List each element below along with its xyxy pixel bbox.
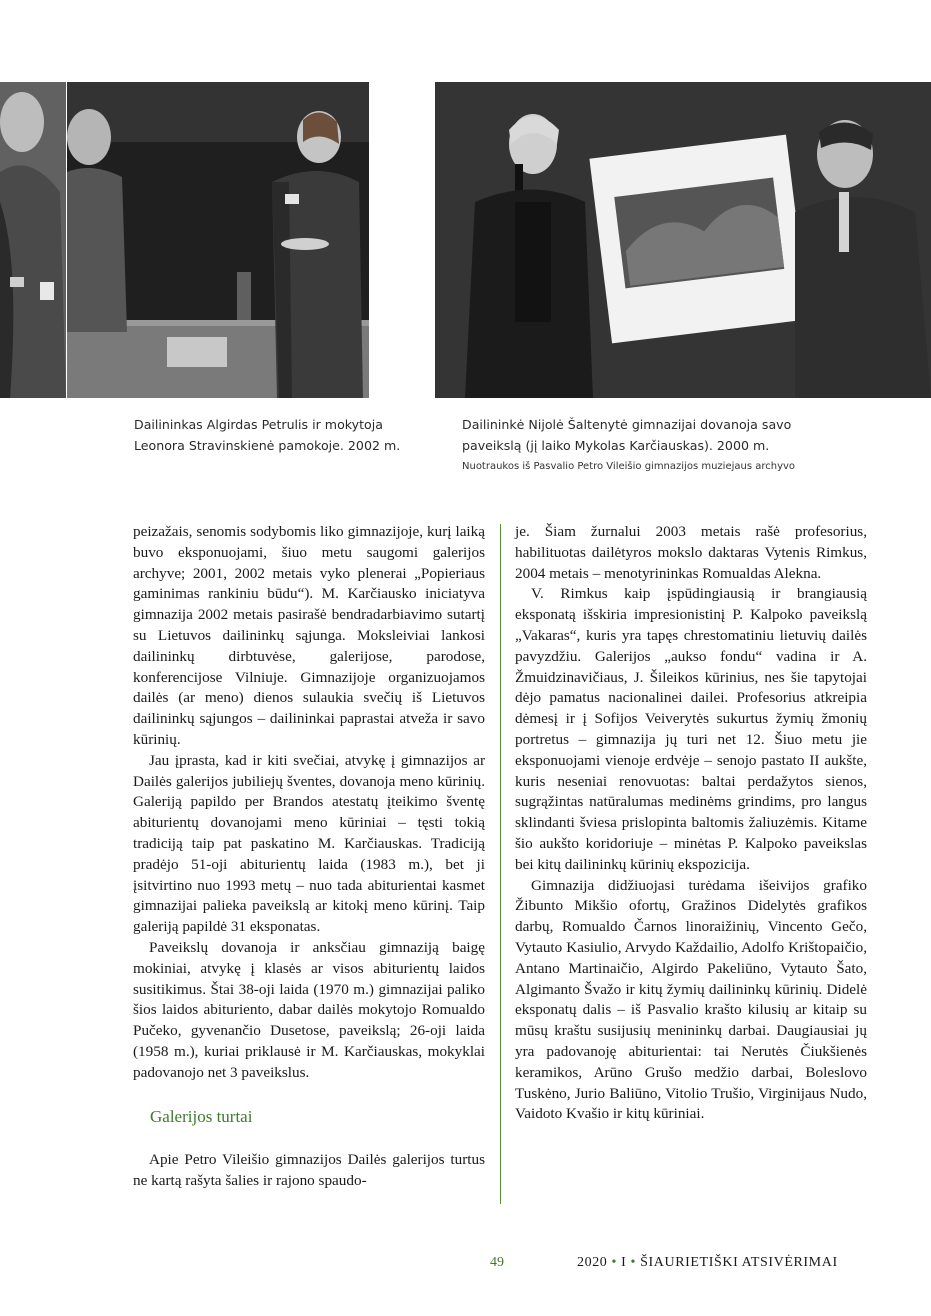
paragraph: je. Šiam žurnalui 2003 metais rašė profesorius, habilituotas dailėtyros mokslo daktaras Vytenis Rimkus, 2004 metais – menotyrininkas Romualdas Alekna. (515, 523, 867, 582)
caption-right (462, 414, 791, 456)
bullet-icon: • (630, 1255, 637, 1270)
paragraph: Apie Petro Vileišio gimnazijos Dailės galerijos turtus ne kartą rašyta šalies ir rajono spaudo- (133, 1151, 485, 1190)
left-column (133, 522, 485, 1192)
bullet-icon: • (611, 1255, 618, 1270)
footer-journal-title: ŠIAURIETIŠKI ATSIVĖRIMAI (640, 1255, 838, 1270)
paragraph: Gimnazija didžiuojasi turėdama išeivijos grafiko Žibunto Mikšio ofortų, Gražinos Didelytės grafikos darbų, Romualdo Čarnos linoraižinių, Vincento Gečo, Vytauto Kasiulio, Arvydo Každailio, Adolfo Krištopaičio, Antano Martinaičio, Algirdo Pakeliūno, Vytauto Šato, Algimanto Švažo ir kitų žymių dailininkų kūrinių. Didelė eksponatų dalis – iš Pasvalio krašto kilusių ar kitaip su mūsų kraštu susijusių menininkų darbai. Daugiausiai jų yra padovanoję abiturientai: tai Nerutės Čiukšienės keramikos, Arūno Grušo medžio darbai, Boleslovo Tuskėno, Jurio Baliūno, Vitolio Trušio, Virginijaus Nudo, Vaidoto Kvašio ir kitų kūriniai. (515, 876, 867, 1123)
caption-right-line-1: Dailininkė Nijolė Šaltenytė gimnazijai dovanoja savo (462, 417, 792, 432)
caption-right-line-2: paveikslą (jį laiko Mykolas Karčiauskas). 2000 m. (462, 438, 770, 453)
photo-credit: Nuotraukos iš Pasvalio Petro Vileišio gimnazijos muziejaus archyvo (462, 461, 796, 472)
right-column (515, 522, 867, 1125)
paragraph: Jau įprasta, kad ir kiti svečiai, atvykę į gimnazijos ar Dailės galerijos jubiliejų šventes, dovanoja meno kūrinių. Galeriją papildo per Brandos atestatų įteikimo šventę abiturientų dovanojami meno kūriniai – tęsti tokią tradiciją taip pat paskatino M. Karčiauskas. Tradiciją pradėjo 51-oji abiturientų laida (1983 m.), bet ji įsitvirtino nuo 1993 metų – nuo tada abiturientai kasmet gimnazijai palieka paveikslą ar kitokį meno kūrinį. Taip galeriją papildė 31 eksponatas. (133, 751, 485, 936)
photo-painting-donation (435, 82, 931, 398)
footer-year: 2020 (577, 1255, 608, 1270)
paragraph: peizažais, senomis sodybomis liko gimnazijoje, kurį laiką buvo eksponuojami, šiuo metu saugomi galerijos archyve; 2001, 2002 metais vyko plenerai „Popieriaus gaminimas rankiniu būdu“). M. Karčiausko iniciatyva gimnazija 2002 metais pasirašė bendradarbiavimo sutartį su Lietuvos dailininkų sąjunga. Moksleiviai lankosi dailininkų dirbtuvėse, galerijose, parodose, konferencijose Vilniuje. Gimnazijoje organizuojamos dailės (ar meno) dienos sulaukia svečių iš Lietuvos dailininkų sąjungos – dailininkai paprastai atveža ir savo kūrinių. (133, 523, 485, 748)
journal-footer (577, 1255, 838, 1271)
paragraph: V. Rimkus kaip įspūdingiausią ir brangiausią eksponatą išskiria impresionistinį P. Kalpoko paveikslą „Vakaras“, kuris yra tapęs chrestomatiniu lietuvių dailės pavyzdžiu. Galerijos „aukso fondu“ vadina ir A. Žmuidzinavičiaus, J. Šileikos kūrinius, nes šie tapytojai dėjo pamatus nacionalinei dailei. Profesorius atkreipia dėmesį ir į Sofijos Veiverytės sukurtus žymių žmonių portretus – gimnazija jų turi net 12. Šiuo metu jie eksponuojami vienoje erdvėje – senojo pastato II aukšte, kuris neseniai renovuotas: baltai perdažytos sienos, sugrąžintas natūralumas medinėms grindims, pro langus sklindanti šviesa prislopinta baltomis žaliuzėmis. Kitame šio aukšto koridoriuje – minėtas P. Kalpoko paveikslas bei kitų dailininkų kūrinių ekspozicija. (515, 585, 867, 873)
caption-left-line-2: Leonora Stravinskienė pamokoje. 2002 m. (134, 438, 401, 453)
caption-left (134, 414, 400, 456)
column-divider (500, 524, 501, 1204)
paragraph: Paveikslų dovanoja ir anksčiau gimnaziją baigę mokiniai, atvykę į klasės ar visos abiturientų laidos susitikimus. Štai 38-oji laida (1970 m.) gimnazijai paliko šios laidos abituriento, dabar dailės mokytojo Romualdo Pučeko, gyvenančio Dusetose, paveikslą; 26-oji laida (1958 m.), kuriai priklausė ir M. Karčiauskas, mokyklai padovanojo net 3 paveikslus. (133, 938, 485, 1081)
page-number: 49 (490, 1255, 504, 1270)
footer-issue: I (621, 1255, 627, 1270)
photo-teacher-classroom (67, 82, 369, 398)
caption-left-line-1: Dailininkas Algirdas Petrulis ir mokytoja (134, 417, 383, 432)
section-heading: Galerijos turtai (150, 1106, 253, 1126)
photo-left-strip (0, 82, 66, 398)
